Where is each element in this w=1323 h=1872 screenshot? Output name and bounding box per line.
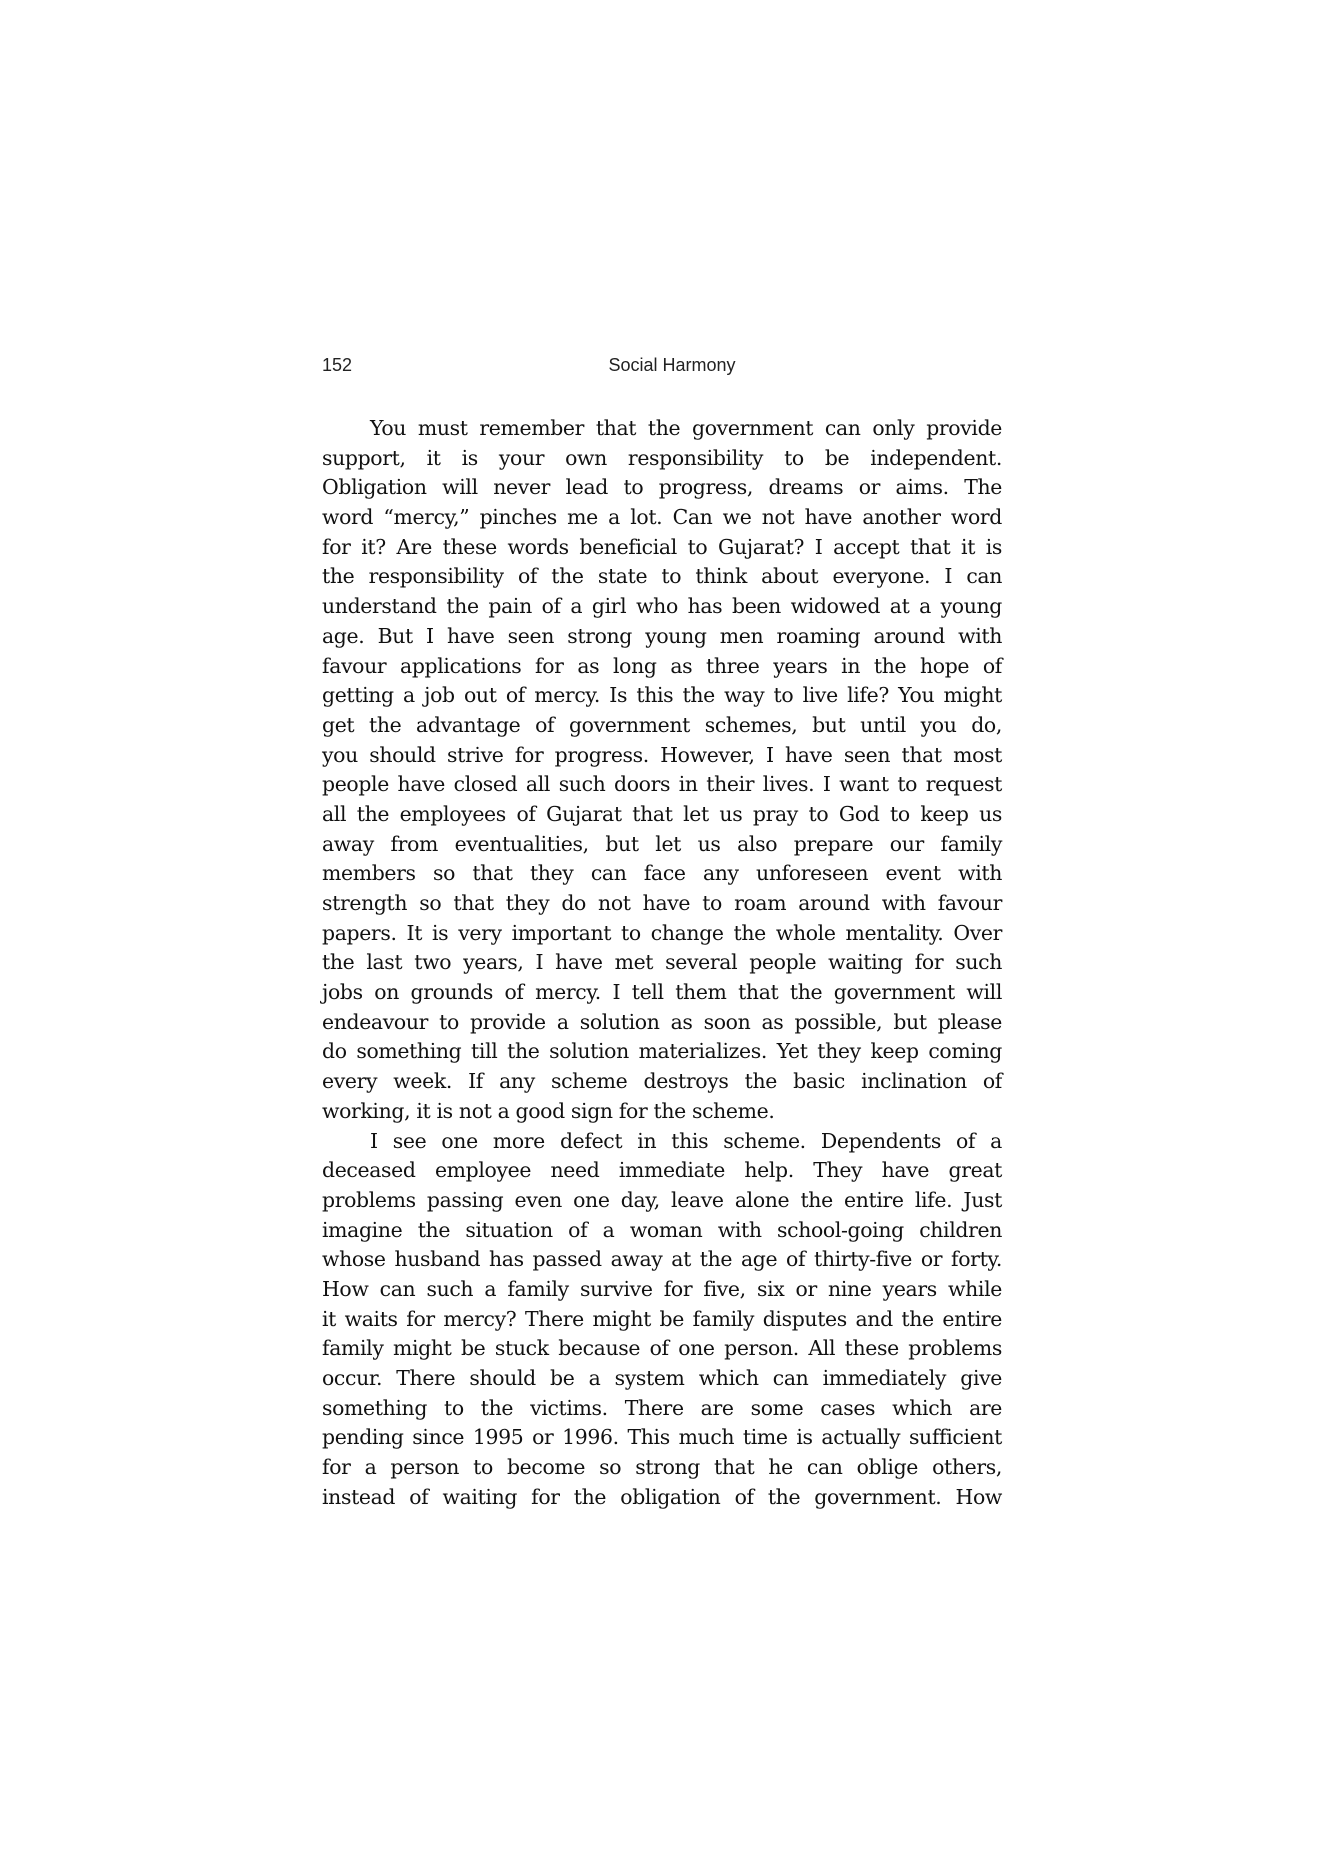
text-line: age. But I have seen strong young men roaming around with <box>322 623 1002 648</box>
text-line: all the employees of Gujarat that let us pray to God to keep us <box>322 801 1002 826</box>
text-line: family might be stuck because of one person. All these problems <box>322 1336 1002 1361</box>
text-line: the responsibility of the state to think about everyone. I can <box>322 564 1002 589</box>
text-line: away from eventualities, but let us also prepare our family <box>322 831 1002 856</box>
text-line: get the advantage of government schemes, but until you do, <box>322 712 1002 737</box>
text-line: pending since 1995 or 1996. This much time is actually sufficient <box>322 1425 1002 1450</box>
text-line: problems passing even one day, leave alone the entire life. Just <box>322 1187 1002 1212</box>
text-line: people have closed all such doors in their lives. I want to request <box>322 772 1002 797</box>
text-line: instead of waiting for the obligation of the government. How <box>322 1484 1002 1509</box>
text-line: do something till the solution materializes. Yet they keep coming <box>322 1039 1002 1064</box>
text-line: members so that they can face any unforeseen event with <box>322 861 1002 886</box>
text-line: deceased employee need immediate help. They have great <box>322 1158 1002 1183</box>
text-line: occur. There should be a system which can immediately give <box>322 1366 1002 1390</box>
text-line: endeavour to provide a solution as soon as possible, but please <box>322 1009 1002 1034</box>
text-line: it waits for mercy? There might be family disputes and the entire <box>322 1306 1002 1331</box>
text-line: word “mercy,” pinches me a lot. Can we not have another word <box>322 505 1002 530</box>
text-line: How can such a family survive for five, six or nine years while <box>322 1276 1002 1301</box>
text-line: for it? Are these words beneficial to Gujarat? I accept that it is <box>322 534 1002 559</box>
text-line: something to the victims. There are some cases which are <box>322 1395 1002 1420</box>
paragraph-2 <box>322 1127 1002 1513</box>
text-line: working, it is not a good sign for the scheme. <box>322 1098 775 1123</box>
text-line: you should strive for progress. However, I have seen that most <box>322 742 1002 767</box>
text-line: understand the pain of a girl who has been widowed at a young <box>322 594 1002 619</box>
text-line: jobs on grounds of mercy. I tell them that the government will <box>322 980 1002 1005</box>
text-line: whose husband has passed away at the age of thirty-five or forty. <box>322 1247 1002 1272</box>
text-line: every week. If any scheme destroys the basic inclination of <box>322 1069 1002 1094</box>
text-line: for a person to become so strong that he can oblige others, <box>322 1455 1002 1480</box>
running-title: Social Harmony <box>608 355 736 375</box>
text-line: papers. It is very important to change the whole mentality. Over <box>322 920 1002 945</box>
page-number: 152 <box>322 355 353 375</box>
page-header <box>322 355 1002 379</box>
text-line: support, it is your own responsibility to be independent. <box>322 445 1002 470</box>
text-line: I see one more defect in this scheme. Dependents of a <box>370 1128 1002 1153</box>
text-line: getting a job out of mercy. Is this the way to live life? You might <box>322 683 1002 708</box>
text-line: You must remember that the government can only provide <box>370 416 1002 440</box>
text-line: the last two years, I have met several people waiting for such <box>322 950 1002 975</box>
paragraph-1 <box>322 414 1002 1127</box>
text-line: favour applications for as long as three years in the hope of <box>322 653 1002 678</box>
text-line: Obligation will never lead to progress, dreams or aims. The <box>322 475 1002 500</box>
body-text <box>322 414 1002 1512</box>
text-line: imagine the situation of a woman with school-going children <box>322 1217 1002 1242</box>
text-line: strength so that they do not have to roam around with favour <box>322 891 1002 915</box>
